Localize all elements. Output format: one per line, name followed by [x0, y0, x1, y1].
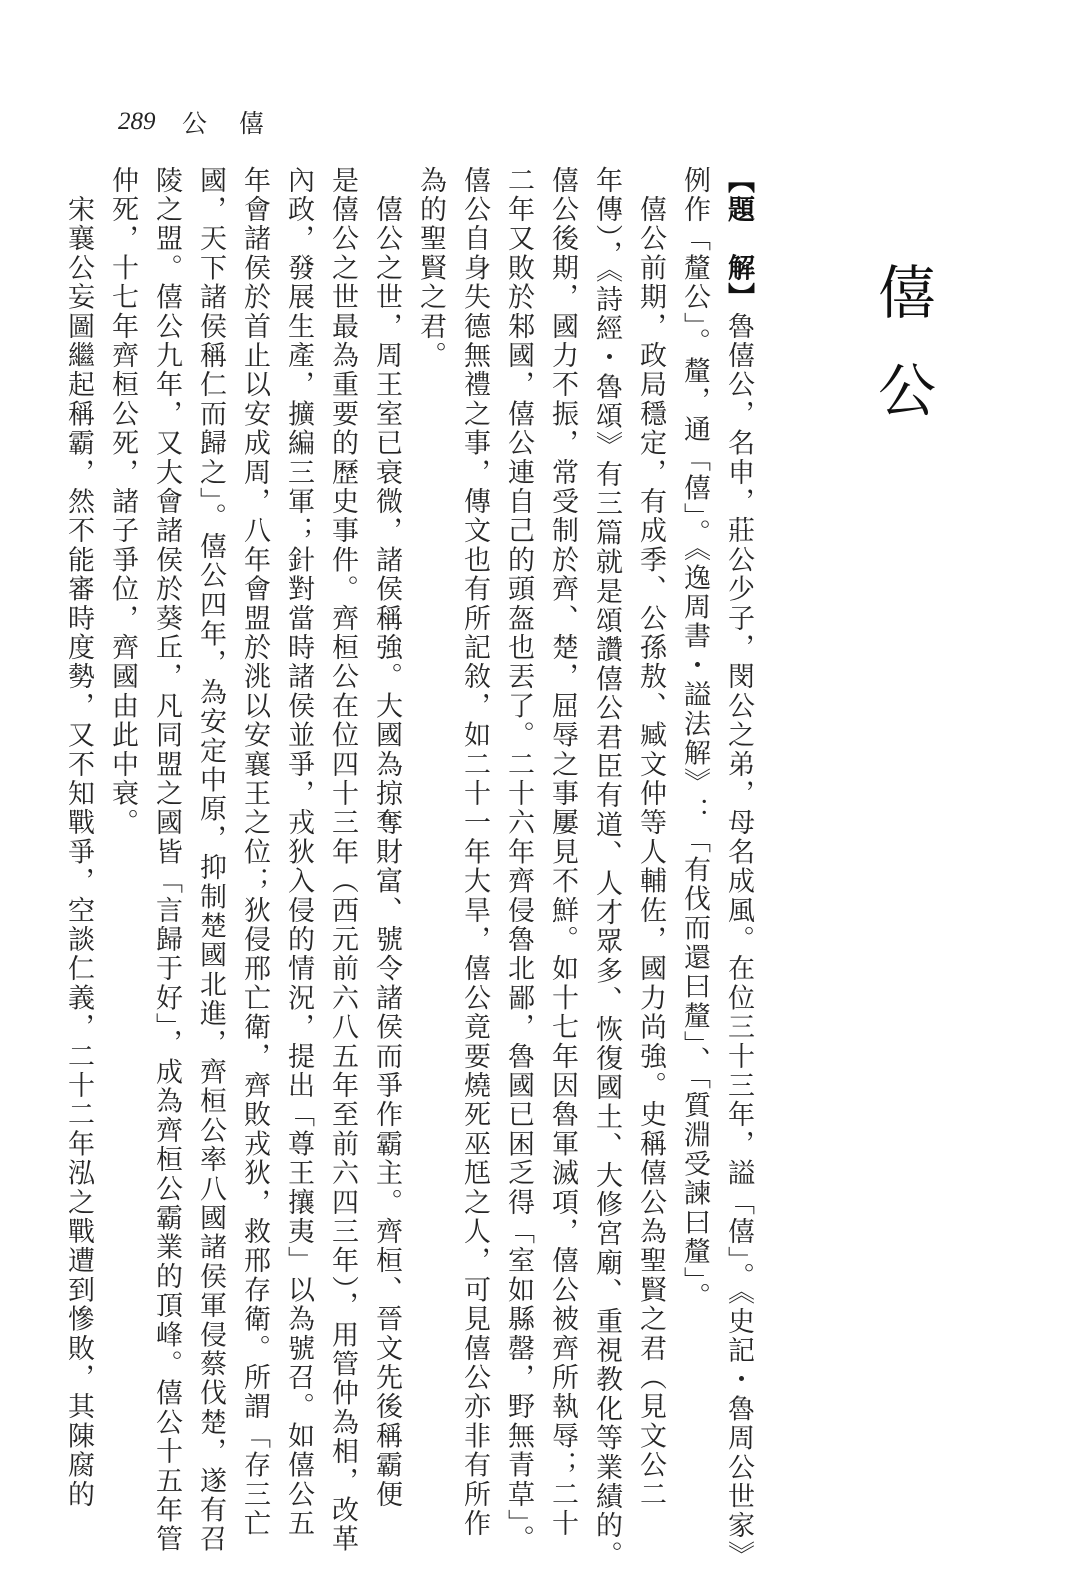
commentary-line-5: 僖公後期，國力不振，常受制於齊、楚，屈辱之事屢見不鮮。如十七年因魯軍滅項，僖公被齊所執辱；二十: [547, 166, 578, 1539]
commentary-line-4: 年傳），《詩經・魯頌》有三篇就是頌讚僖公君臣有道、人才眾多、恢復國土、大修宮廟、重視教化等業績的。: [591, 166, 622, 1570]
running-title: 公 僖: [182, 109, 276, 138]
chapter-title: 僖公: [868, 262, 936, 458]
commentary-line-12: 年會諸侯於首止以安成周，八年會盟於洮以安襄王之位；狄侵邢亡衛，齊敗戎狄，救邢存衛。所謂「存三亡: [239, 166, 270, 1539]
commentary-line-11: 內政，發展生產，擴編三軍；針對當時諸侯並爭，戎狄入侵的情況，提出「尊王攘夷」以為號召。如僖公五: [283, 166, 314, 1539]
commentary-line-13: 國，天下諸侯稱仁而歸之」。僖公四年，為安定中原，抑制楚國北進，齊桓公率八國諸侯軍侵蔡伐楚，遂有召: [195, 166, 226, 1555]
commentary-line-14: 陵之盟。僖公九年，又大會諸侯於葵丘，凡同盟之國皆「言歸于好」，成為齊桓公霸業的頂峰。僖公十五年管: [151, 166, 182, 1555]
commentary-line-9: 僖公之世，周王室已衰微，諸侯稱強。大國為掠奪財富、號令諸侯而爭作霸主。齊桓、晉文先後稱霸便: [371, 166, 402, 1510]
commentary-line-1: 【題 解】魯僖公，名申，莊公少子，閔公之弟，母名成風。在位三十三年，謚「僖」。《史記・魯周公世家》: [723, 166, 754, 1570]
commentary-line-3: 僖公前期，政局穩定，有成季、公孫敖、臧文仲等人輔佐，國力尚強。史稱僖公為聖賢之君（見文公二: [635, 166, 666, 1510]
commentary-line-7: 僖公自身失德無禮之事，傳文也有所記敘，如二十一年大旱，僖公竟要燒死巫尪之人，可見僖公亦非有所作: [459, 166, 490, 1539]
commentary-line-8: 為的聖賢之君。: [415, 166, 446, 371]
commentary-line-15: 仲死，十七年齊桓公死，諸子爭位，齊國由此中衰。: [107, 166, 138, 838]
commentary-body: [56, 166, 760, 1570]
commentary-line-10: 是僖公之世最為重要的歷史事件。齊桓公在位四十三年（西元前六八五年至前六四三年），用管仲為相，改革: [327, 166, 358, 1555]
section-label: 【題 解】: [723, 166, 754, 312]
commentary-line-2: 例作「釐公」。釐，通「僖」。《逸周書・謚法解》：「有伐而還曰釐」、「質淵受諫曰釐」。: [679, 166, 710, 1312]
commentary-line-6: 二年又敗於邾國，僖公連自己的頭盔也丟了。二十六年齊侵魯北鄙，魯國已困乏得「室如縣罄，野無青草」。: [503, 166, 534, 1555]
commentary-line-16: 宋襄公妄圖繼起稱霸，然不能審時度勢，又不知戰爭，空談仁義，二十二年泓之戰遭到慘敗，其陳腐的: [63, 166, 94, 1510]
page-number: 289: [118, 108, 156, 135]
